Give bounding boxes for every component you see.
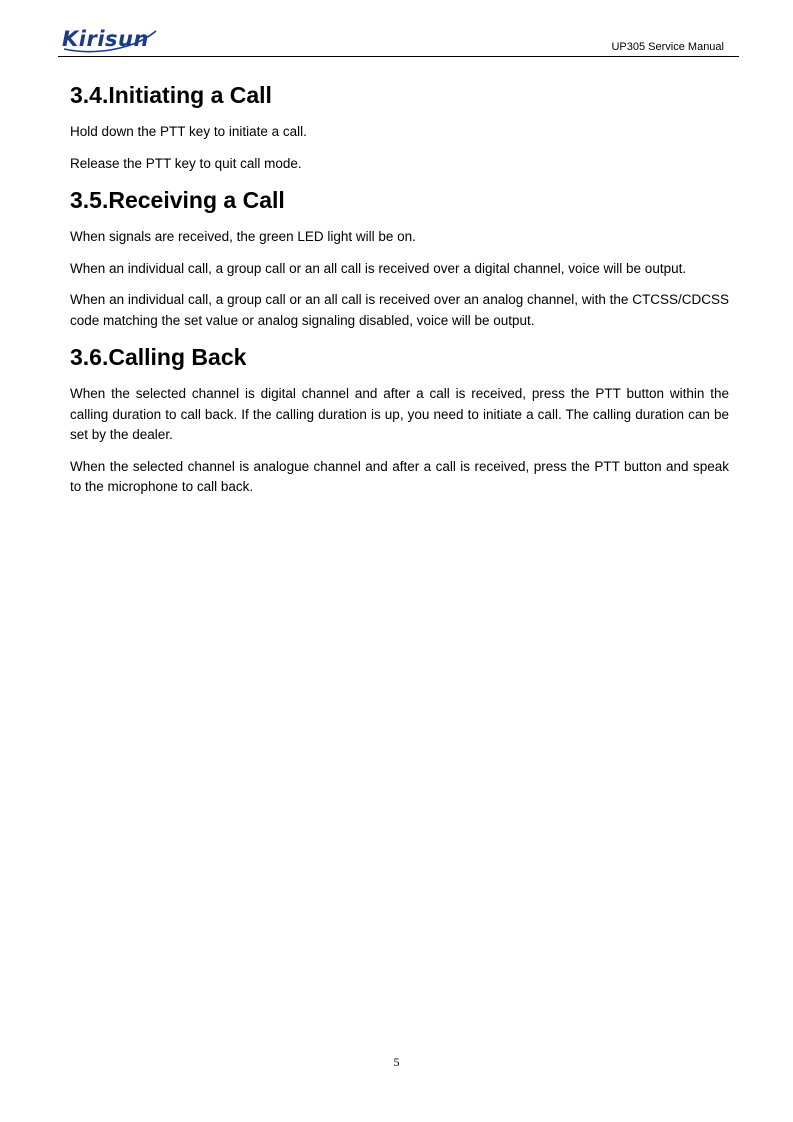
section-heading: 3.6.Calling Back	[70, 344, 247, 370]
paragraph: When signals are received, the green LED light will be on.	[70, 229, 416, 244]
paragraph: Hold down the PTT key to initiate a call.	[70, 124, 307, 139]
section-receiving-call	[70, 185, 729, 331]
manual-title: UP305 Service Manual	[611, 41, 724, 53]
paragraph: When an individual call, a group call or an all call is received over an analog channel, with the CTCSS/CDCSS code matching the set value or analog signaling disabled, voice will be output.	[70, 292, 729, 328]
page-content	[70, 80, 729, 509]
kirisun-logo	[62, 25, 158, 53]
logo-text: Kirisun	[62, 27, 149, 51]
page-number: 5	[393, 1055, 400, 1069]
paragraph: When the selected channel is digital channel and after a call is received, press the PTT button within the calling duration to call back. If the calling duration is up, you need to initiate a call. The calling duration can be set by the dealer.	[70, 386, 729, 442]
section-initiating-call	[70, 80, 729, 174]
paragraph: When the selected channel is analogue channel and after a call is received, press the PTT button and speak to the microphone to call back.	[70, 458, 729, 494]
section-heading: 3.4.Initiating a Call	[70, 82, 272, 108]
paragraph: Release the PTT key to quit call mode.	[70, 155, 302, 171]
page-header	[58, 22, 739, 57]
section-heading: 3.5.Receiving a Call	[70, 187, 285, 213]
section-calling-back	[70, 342, 729, 498]
paragraph: When an individual call, a group call or an all call is received over a digital channel, voice will be output.	[70, 260, 687, 276]
